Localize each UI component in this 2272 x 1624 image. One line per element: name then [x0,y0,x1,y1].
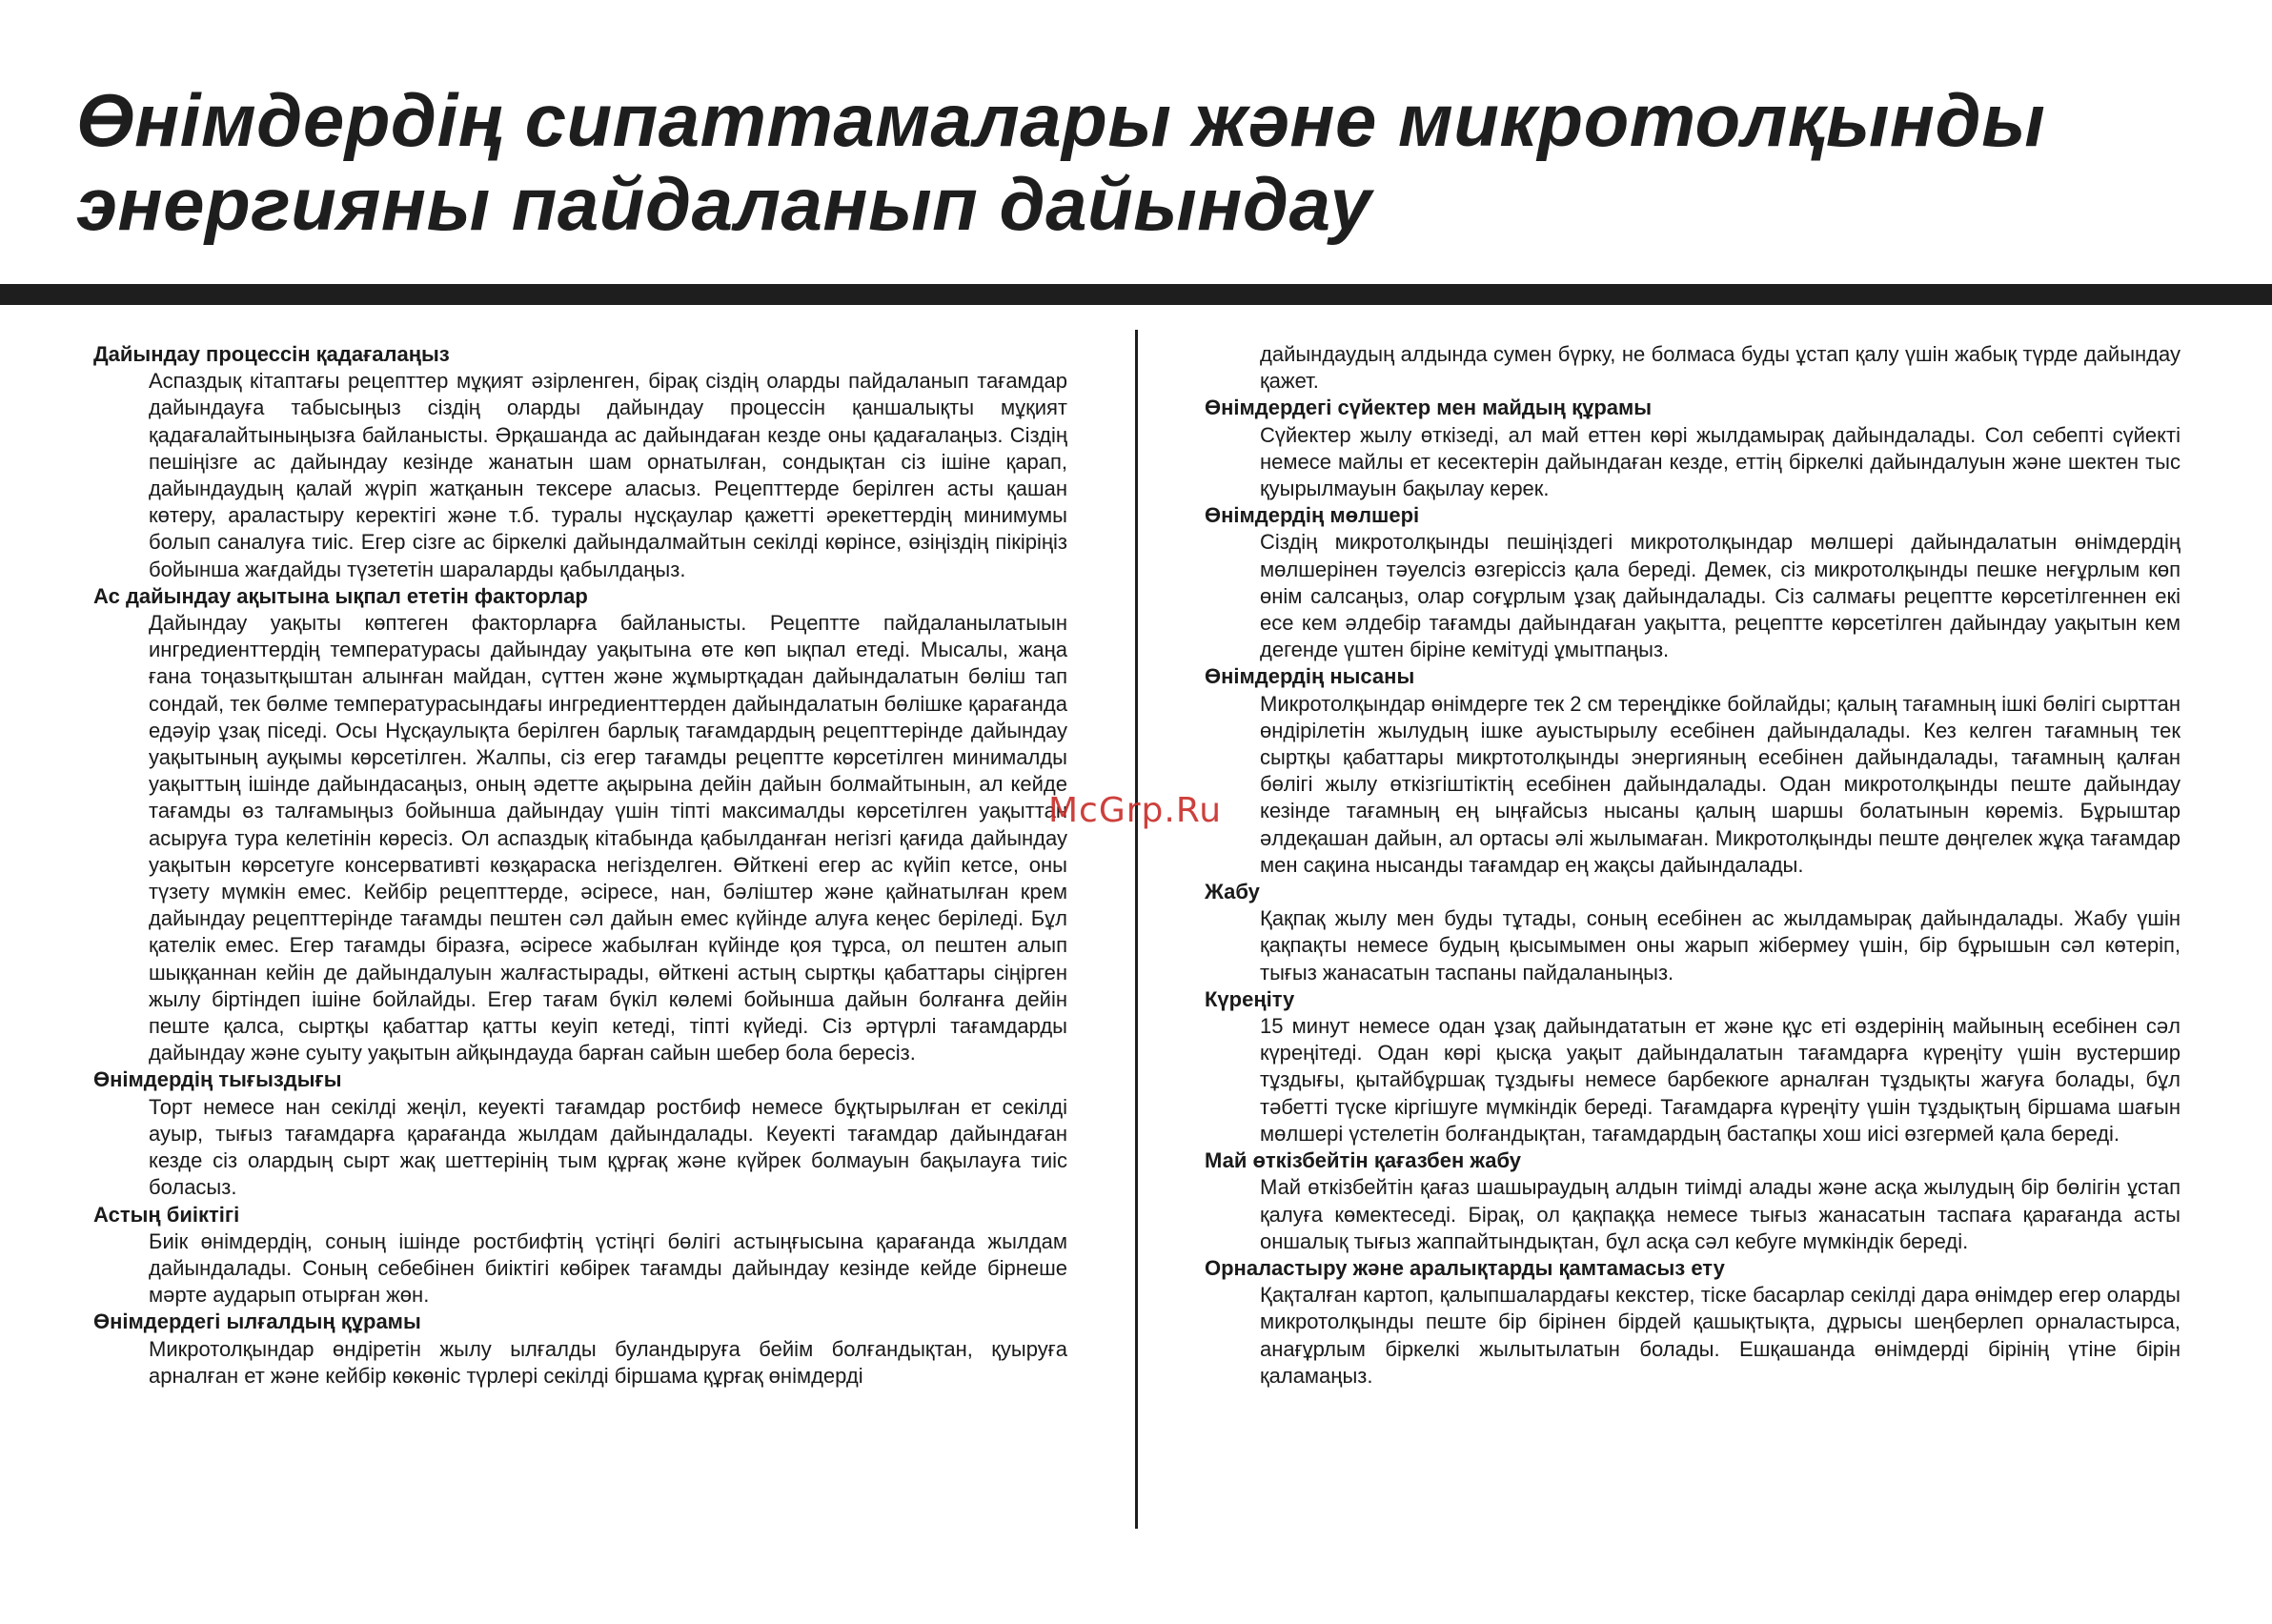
right-column [1205,341,2181,1390]
page-title [76,78,2173,246]
section-density [93,1066,1067,1201]
section-text: Сүйектер жылу өткізеді, ал май еттен көрі жылдамырақ дайындалады. Сол себепті сүйекті немесе майлы ет кесектерін дайындаған кезде, еттің біркелкі дайындалуын және шектен тыс қуырылмауын бақылау керек. [1260,422,2181,501]
section-heading: Дайындау процессін қадағалаңыз [93,342,450,366]
section-text: 15 минут немесе одан ұзақ дайындататын ет және құс еті өздерінің майының есебінен сәл күреңітеді. Одан көрі қысқа уақыт дайындалатын тағамдарға күреңіту үшін вустершир тұздығы, қытайбұршақ тұздығы немесе барбекюге арналған тұздықты жағуға болады, бұл тәбетті түске кіргішуге мүмкіндік береді. Тағамдарға күреңіту үшін тұздықтың біршама шағын мөлшері үстелетін болғандықтан, тағамдардың бастапқы хош иісі өзгермей қала береді. [1260,1014,2181,1146]
section-arrangement [1205,1255,2181,1390]
section-heading: Орналастыру және аралықтарды қамтамасыз ету [1205,1255,1725,1280]
header-rule [0,284,2272,305]
section-text: Дайындау уақыты көптеген факторларға байланысты. Рецептте пайдаланылатыын ингредиенттердің температурасы дайындау уақытына өте көп ықпал етеді. Мысалы, жаңа ғана тоңазытқыштан алынған майдан, сүттен және жұмыртқадан дайындалатын бөліш тап сондай, тек бөлме температурасындағы ингредиенттерден дайындалатын бөлішке қарағанда едәуір ұзақ піседі. Осы Нұсқаулықта берілген барлық тағамдардың рецепттерінде дайындау уақытының ауқымы көрсетілген. Жалпы, сіз егер тағамды рецептте көрсетілген минималды уақыттың ішінде дайындасаңыз, оның әдетте ақырына дейін дайын болмайтынын, ал кейде тағамды өз талғамыңыз бойынша дайындау үшін тіпті максималды көрсетілген уақыттан асыруға тура келетінін көресіз. Ол аспаздық кітабында қабылданған негізгі қағида дайындау уақытын көрсетуге консервативті көзқараска негізделген. Өйткені егер ас күйіп кетсе, оны түзету мүмкін емес. Кейбір рецепттерде, әсіресе, нан, бәліштер және қайнатылған крем дайындау рецепттерінде тағамды пештен сәл дайын емес күйінде алуға кеңес беріледі. Бұл қателік емес. Егер тағамды біразға, әсіресе жабылған күйінде қоя тұрса, ол пештен алып шыққаннан кейін де дайындалуын жалғастырады, өйткені астың сыртқы қабаттары сіңірген жылу біртіндеп ішіне бойлайды. Егер тағам бүкіл көлемі бойынша дайын болғанға дейін пеште қалса, сыртқы қабаттар қатты кеуіп кетеді, тіпті күйеді. Сіз әртүрлі тағамдарды дайындау және суыту уақытын айқындауда барған сайын шебер бола бересіз. [149,611,1067,1066]
section-wax-paper [1205,1147,2181,1255]
section-heading: Өнімдердің тығыздығы [93,1067,342,1092]
section-heading: Өнімдердің мөлшері [1205,503,1420,528]
section-browning [1205,986,2181,1147]
section-heading: Жабу [1205,880,1260,904]
section-shape [1205,663,2181,879]
section-text: Сіздің микротолқынды пешіңіздегі микротолқындар мөлшері дайындалатын өнімдердің мөлшерінен тәуелсіз өзгеріссіз қала береді. Демек, сіз микротолқынды пешке неғұрлым көп өнім салсаңыз, олар соғұрлым ұзақ дайындалады. Сіз салмағы рецептте көрсетілгеннен екі есе кем әлдебір тағамды дайындаған уақытта, рецептте көрсетілген дайындау уақытын кем дегенде үштен біріне кемітуді ұмытпаңыз. [1260,530,2181,662]
section-covering [1205,879,2181,986]
section-heading: Күреңіту [1205,986,1295,1011]
section-text: Биік өнімдердің, соның ішінде ростбифтің үстіңгі бөлігі астыңғысына қарағанда жылдам дайындалады. Соның себебінен биіктігі көбірек тағамды дайындау кезінде кейде бірнеше мәрте аударып отырған жөн. [149,1228,1067,1308]
section-height [93,1202,1067,1309]
column-divider [1135,330,1138,1529]
section-bones-fat [1205,395,2181,502]
section-cooking-time-factors [93,583,1067,1067]
section-text: Май өткізбейтін қағаз шашыраудың алдын тиімді алады және асқа жылудың бір бөлігін ұстап қалуға көмектеседі. Бірақ, ол қақпаққа немесе тығыз жанасатын таспаға қарағанда асты оншалық тығыз жаппайтындықтан, бұл асқа сәл кебуге мүмкіндік береді. [1260,1175,2181,1253]
section-monitoring [93,341,1067,583]
section-heading: Май өткізбейтін қағазбен жабу [1205,1148,1521,1173]
section-heading: Өнімдердегі ылғалдың құрамы [93,1309,421,1334]
title-line-1: Өнімдердің сипаттамалары және микротолқынды [76,78,2046,162]
watermark: McGrp.Ru [1048,791,1223,830]
section-heading: Астың биіктігі [93,1202,240,1227]
section-text: Қақталған картоп, қалыпшалардағы кекстер, тіске басарлар секілді дара өнімдер егер оларды микротолқынды пеште бір бірінен бірдей қашықтықта, дұрысы шеңберлеп орналастырса, анағұрлым біркелкі жылытылатын болады. Ешқашанда өнімдерді бірінің үтіне бірін қаламаңыз. [1260,1283,2181,1388]
title-line-2: энергияны пайдаланып дайындау [76,162,1372,246]
section-quantity [1205,502,2181,663]
section-heading: Өнімдердегі сүйектер мен майдың құрамы [1205,396,1653,420]
left-column [93,341,1067,1390]
section-heading: Өнімдердің нысаны [1205,664,1415,689]
section-text: Микротолқындар өнімдерге тек 2 см тереңдікке бойлайды; қалың тағамның ішкі бөлігі сырттан өндірілетін жылудың ішке ауыстырылу есебінен дайындалады. Кез келген тағамның тек сыртқы қабаттары микртотолқынды энергияның есебінен дайындалады, тағамның қалған бөлігі жылу өткізгіштіктің есебінен дайындалады. Одан микротолқынды пеште дайындау кезінде тағамның ең ыңғайсыз нысаны қалың шаршы болатынын көреміз. Бұрыштар әлдеқашан дайын, ал ортасы әлі жылымаған. Микротолқынды пеште дөңгелек жұқа тағамдар мен сақина нысанды тағамдар ең жақсы дайындалады. [1260,691,2181,877]
section-text: Аспаздық кітаптағы рецепттер мұқият әзірленген, бірақ сіздің оларды пайдаланып тағамдар дайындауға табысыңыз сіздің оларды дайындау процессін қаншалықты мұқият қадағалайтыныңызға байланысты. Әрқашанда ас дайындаған кезде оны қадағалаңыз. Сіздің пешіңізге ас дайындау кезінде жанатын шам орнатылған, сондықтан сіз ішіне қарап, дайындаудың қалай жүріп жатқанын тексере аласыз. Рецепттерде берілген асты қашан көтеру, араластыру керектігі және т.б. туралы нұсқаулар қажетті әрекеттердің минимумы болып саналуға тиіс. Егер сізге ас біркелкі дайындалмайтын секілді көрінсе, өзіңіздің пікіріңіз бойынша жағдайды түзететін шараларды қабылдаңыз. [149,369,1067,581]
section-moisture [93,1309,1067,1390]
section-heading: Ас дайындау ақытына ықпал ететін факторлар [93,583,588,608]
section-text: Қақпақ жылу мен буды тұтады, соның есебінен ас жылдамырақ дайындалады. Жабу үшін қақпақты немесе будың қысымымен оны жарып жібермеу үшін, бір бұрышын сәл көтеріп, тығыз жанасатын таспаны пайдаланыңыз. [1260,906,2181,985]
section-text: Микротолқындар өндіретін жылу ылғалды буландыруға бейім болғандықтан, қуыруға арналған ет және кейбір көкөніс түрлері секілді біршама құрғақ өнімдерді [149,1336,1067,1388]
section-text: Торт немесе нан секілді жеңіл, кеуекті тағамдар ростбиф немесе бұқтырылған ет секілді ауыр, тығыз тағамдарға қарағанда жылдам дайындалады. Кеуекті тағамдар дайындаған кезде сіз олардың сырт жақ шеттерінің тым құрғақ және күйрек болмауын бақылауға тиіс боласыз. [149,1094,1067,1200]
continued-text: дайындаудың алдында сумен бүрку, не болмаса буды ұстап қалу үшін жабық түрде дайындау қажет. [1260,342,2181,394]
